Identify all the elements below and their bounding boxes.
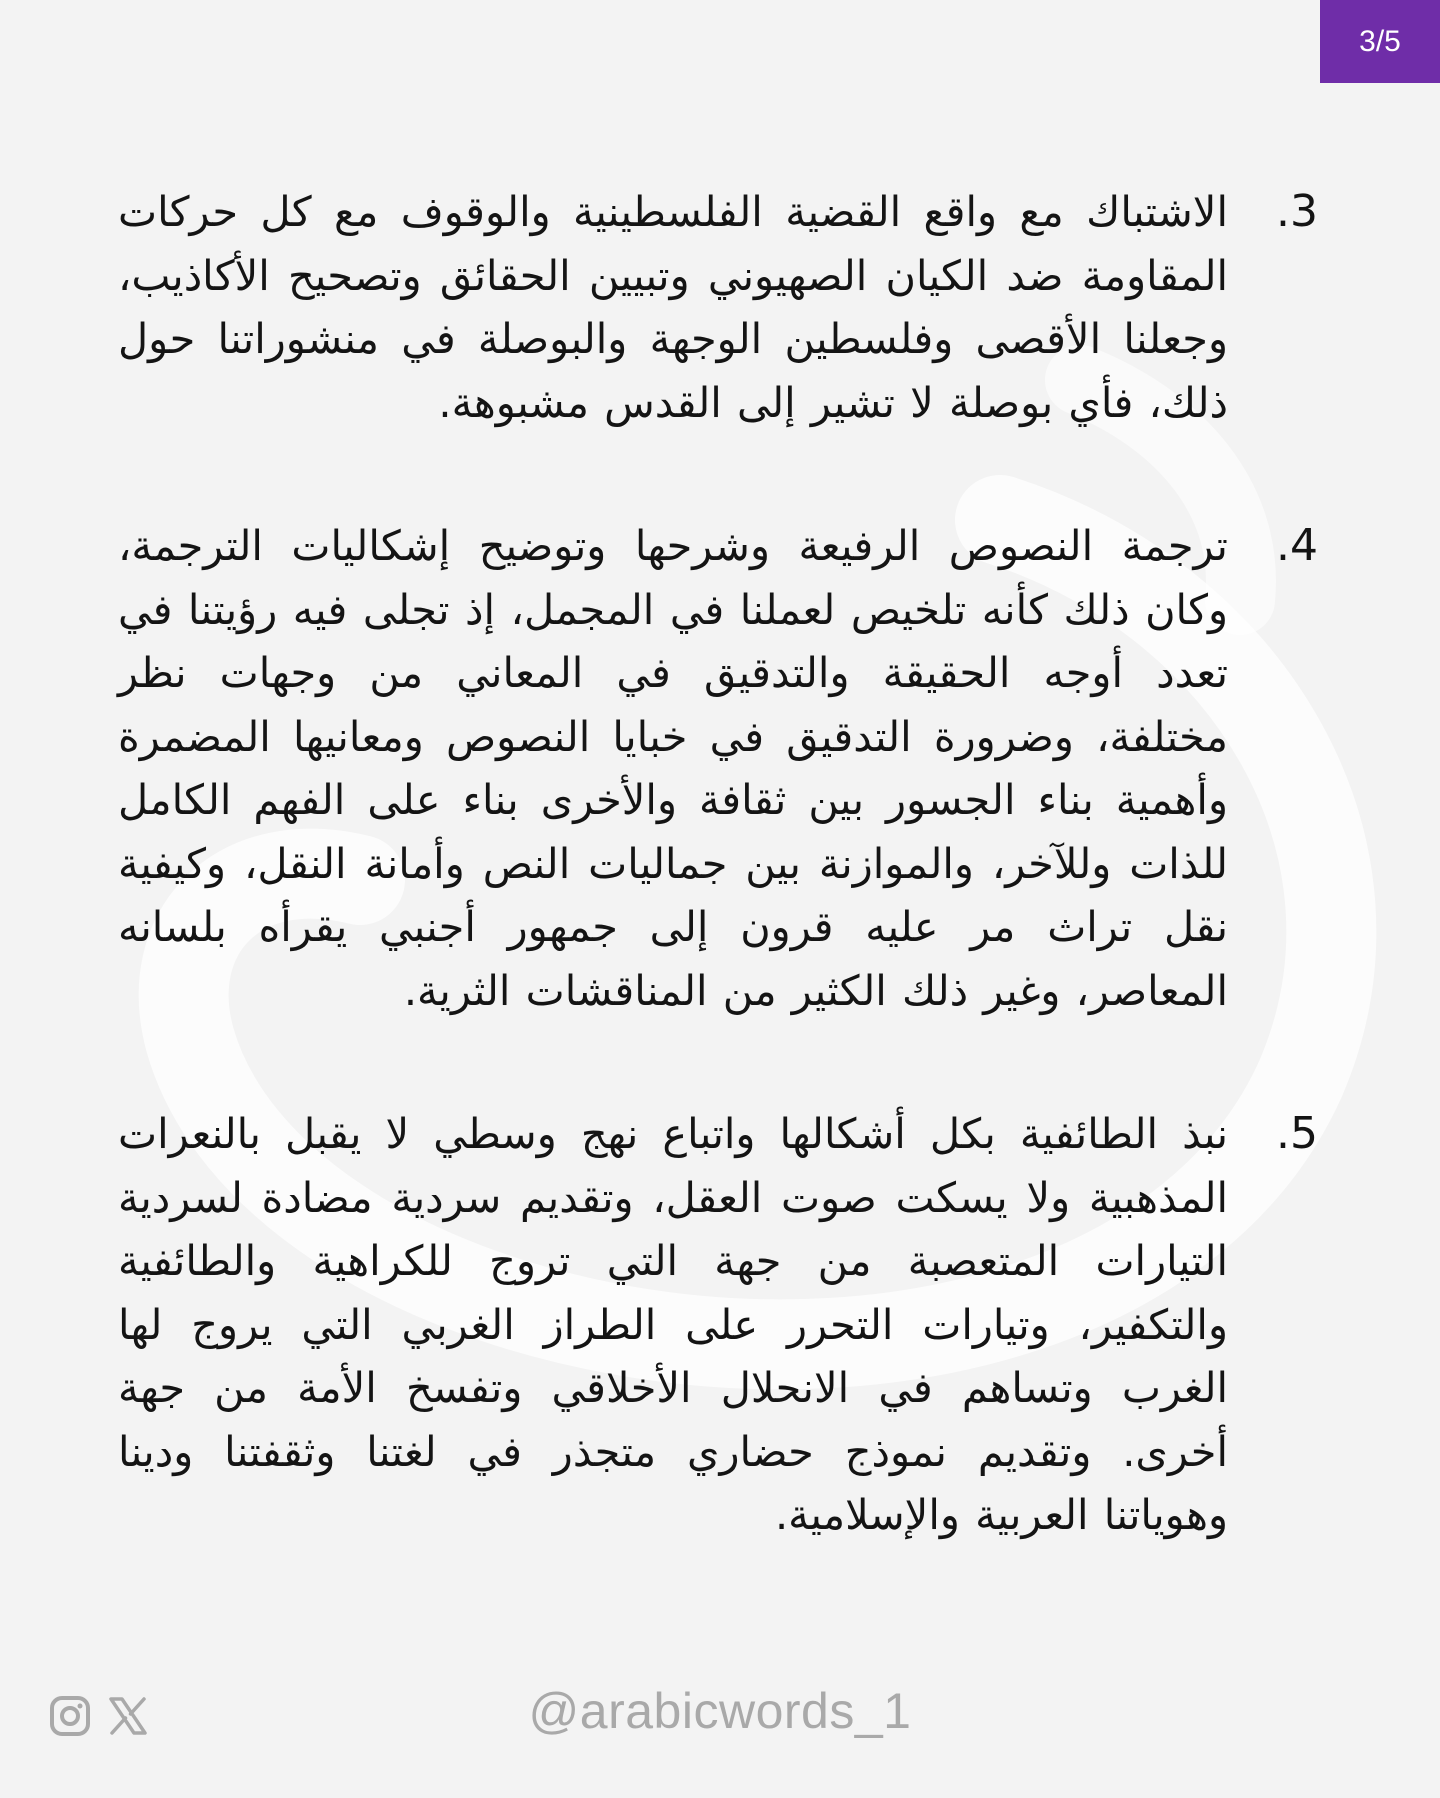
list-item bbox=[118, 514, 1318, 1022]
footer bbox=[0, 1682, 1440, 1752]
account-handle: @arabicwords_1 bbox=[528, 1683, 912, 1739]
numbered-list bbox=[118, 180, 1318, 1627]
list-item-number: .4 bbox=[1276, 520, 1318, 571]
list-item bbox=[118, 1102, 1318, 1547]
list-item-number: .5 bbox=[1276, 1108, 1318, 1159]
page-indicator: 3/5 bbox=[1320, 0, 1440, 83]
list-item-text: ترجمة النصوص الرفيعة وشرحها وتوضيح إشكاليات الترجمة، وكان ذلك كأنه تلخيص لعملنا في المجمل، إذ تجلى فيه رؤيتنا في تعدد أوجه الحقيقة والتدقيق في المعاني من وجهات نظر مختلفة، وضرورة التدقيق في خبايا النصوص ومعانيها المضمرة وأهمية بناء الجسور بين ثقافة والأخرى بناء على الفهم الكامل للذات وللآخر، والموازنة بين جماليات النص وأمانة النقل، وكيفية نقل تراث مر عليه قرون إلى جمهور أجنبي يقرأه بلسانه المعاصر، وغير ذلك الكثير من المناقشات الثرية. bbox=[118, 521, 1228, 1015]
list-item bbox=[118, 180, 1318, 434]
list-item-text: الاشتباك مع واقع القضية الفلسطينية والوقوف مع كل حركات المقاومة ضد الكيان الصهيوني وتبيين الحقائق وتصحيح الأكاذيب، وجعلنا الأقصى وفلسطين الوجهة والبوصلة في منشوراتنا حول ذلك، فأي بوصلة لا تشير إلى القدس مشبوهة. bbox=[118, 187, 1228, 427]
list-item-text: نبذ الطائفية بكل أشكالها واتباع نهج وسطي لا يقبل بالنعرات المذهبية ولا يسكت صوت العقل، وتقديم سردية مضادة لسردية التيارات المتعصبة من جهة التي تروج للكراهية والطائفية والتكفير، وتيارات التحرر على الطراز الغربي التي يروج لها الغرب وتساهم في الانحلال الأخلاقي وتفسخ الأمة من جهة أخرى. وتقديم نموذج حضاري متجذر في لغتنا وثقفتنا ودينا وهوياتنا العربية والإسلامية. bbox=[118, 1109, 1228, 1539]
list-item-number: .3 bbox=[1276, 186, 1318, 237]
